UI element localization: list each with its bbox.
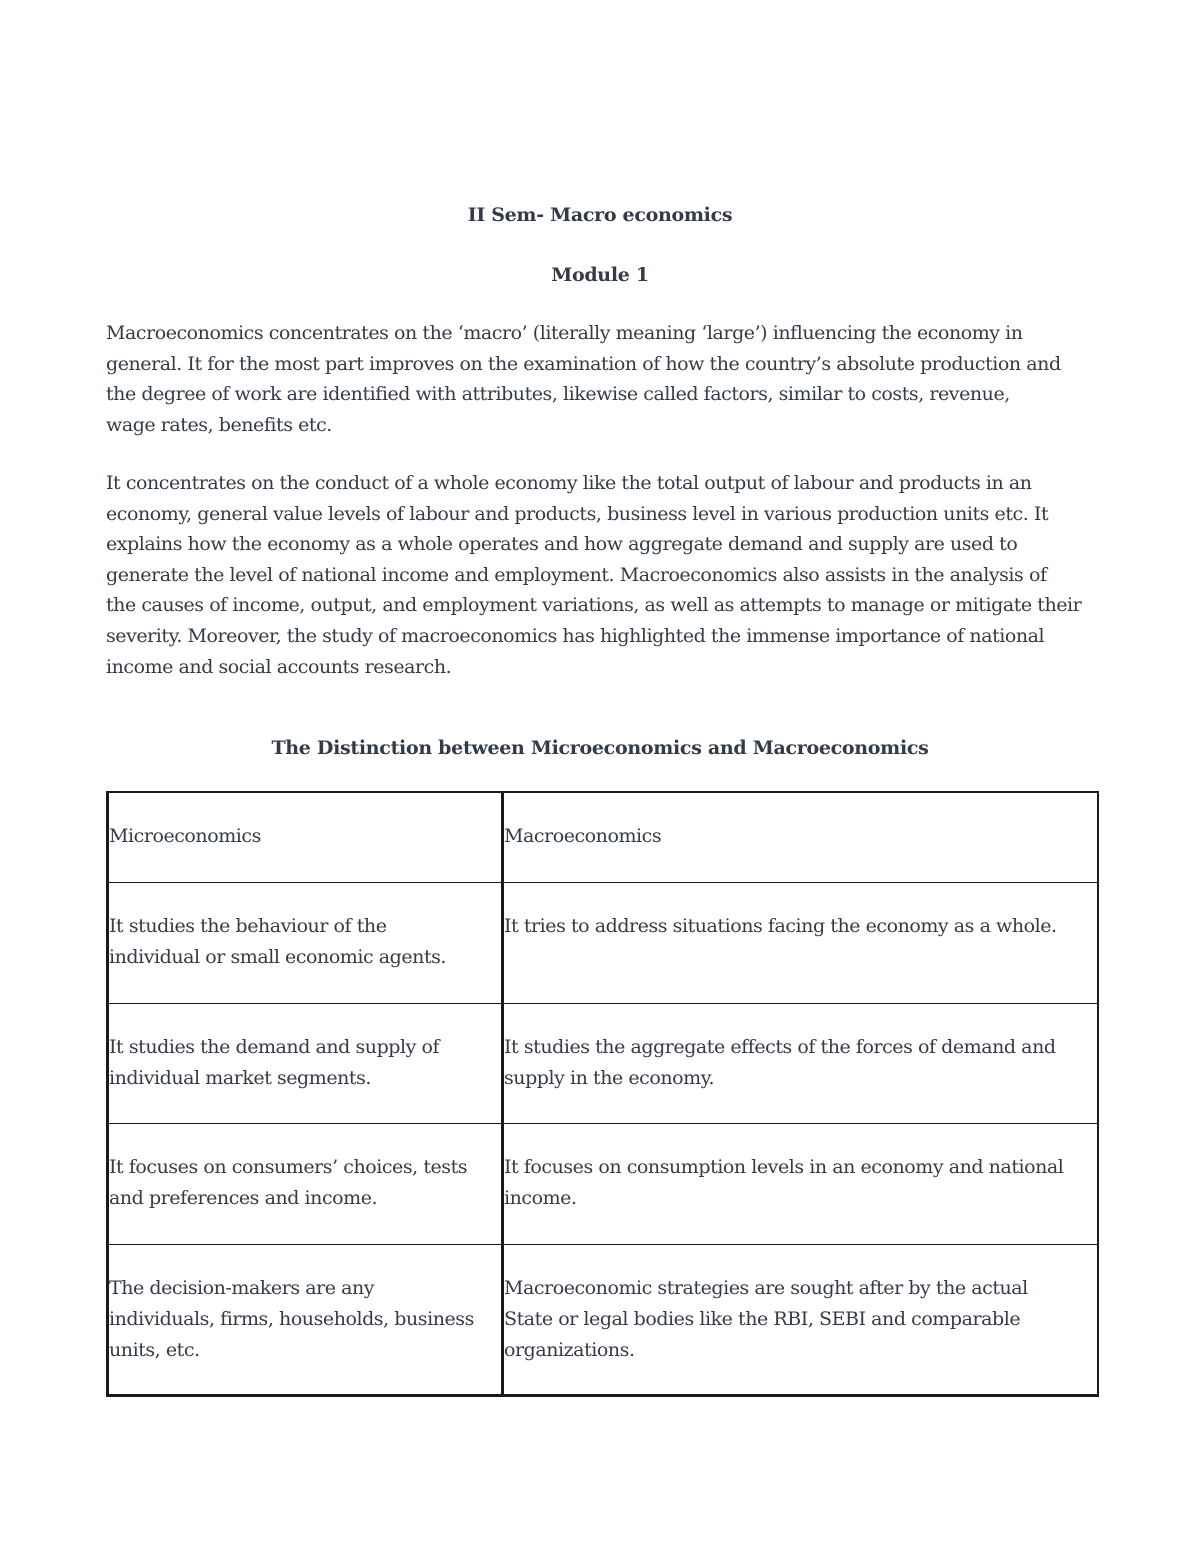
- module-heading: Module 1: [551, 264, 649, 286]
- cell-text: It studies the aggregate effects of the forces of demand and supply in the economy.: [504, 1035, 1056, 1089]
- document-title: II Sem- Macro economics: [467, 204, 733, 226]
- table-cell: [503, 1123, 1098, 1244]
- table-cell: [503, 1003, 1098, 1123]
- cell-text: It studies the demand and supply of individual market segments.: [109, 1035, 440, 1089]
- second-paragraph: It concentrates on the conduct of a whole economy like the total output of labour and products in an economy, general value levels of labour and products, business level in various production units etc. It explains how the economy as a whole operates and how aggregate demand and supply are used to generate the level of national income and employment. Macroeconomics also assists in the analysis of the causes of income, output, and employment variations, as well as attempts to manage or mitigate their severity. Moreover, the study of macroeconomics has highlighted the immense importance of national income and social accounts research.: [106, 472, 1082, 678]
- table-cell: [503, 1244, 1098, 1395]
- table-row: [108, 1244, 1098, 1395]
- table-row: [108, 1003, 1098, 1123]
- table-cell: [108, 1244, 503, 1395]
- cell-text: It tries to address situations facing the economy as a whole.: [504, 914, 1057, 937]
- cell-text: The decision-makers are any individuals, firms, households, business units, etc.: [109, 1276, 474, 1361]
- header-cell-text: Microeconomics: [109, 825, 261, 847]
- header-microeconomics: [108, 792, 503, 882]
- cell-text: It studies the behaviour of the individual or small economic agents.: [109, 914, 447, 968]
- table-cell: [108, 1123, 503, 1244]
- cell-text: It focuses on consumers’ choices, tests and preferences and income.: [109, 1155, 468, 1209]
- intro-paragraph: Macroeconomics concentrates on the ‘macro’ (literally meaning ‘large’) influencing the economy in general. It for the most part improves on the examination of how the country’s absolute production and the degree of work are identified with attributes, likewise called factors, similar to costs, revenue, wage rates, benefits etc.: [106, 322, 1061, 436]
- table-cell: [108, 1003, 503, 1123]
- cell-text: Macroeconomic strategies are sought after by the actual State or legal bodies like the RBI, SEBI and comparable organizations.: [504, 1276, 1028, 1361]
- header-macroeconomics: [503, 792, 1098, 882]
- table-row: [108, 1123, 1098, 1244]
- table-cell: [503, 882, 1098, 1003]
- cell-text: It focuses on consumption levels in an economy and national income.: [504, 1155, 1064, 1209]
- table-title: The Distinction between Microeconomics and Macroeconomics: [271, 737, 929, 759]
- table-header-row: [108, 792, 1098, 882]
- table-row: [108, 882, 1098, 1003]
- table-cell: [108, 882, 503, 1003]
- comparison-table: [106, 791, 1099, 1397]
- header-cell-text: Macroeconomics: [504, 825, 662, 847]
